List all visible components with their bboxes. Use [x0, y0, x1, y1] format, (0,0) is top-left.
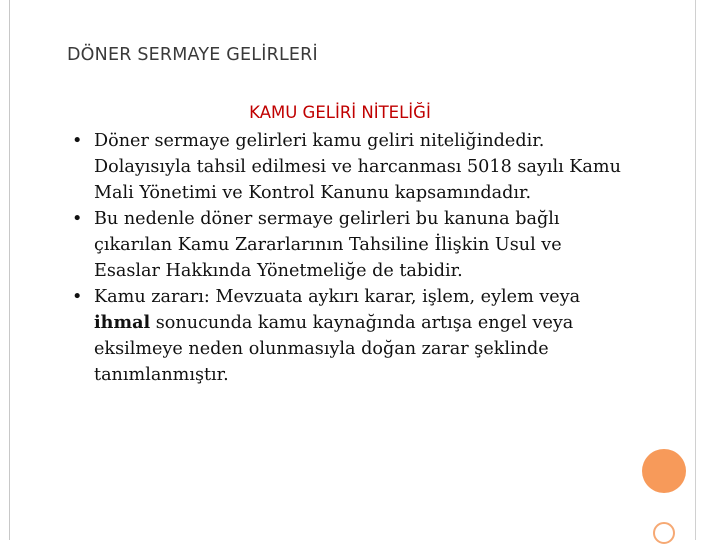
decorative-ring-icon [653, 522, 675, 544]
slide-right-margin [696, 0, 720, 540]
section-heading [0, 103, 720, 122]
slide-frame-left-line [9, 0, 10, 540]
bullet-item [72, 284, 632, 388]
bullet-item [72, 206, 632, 284]
bullet-icon: • [72, 287, 83, 307]
bullet-text-part: sonucunda kamu kaynağında artışa engel veya eksilmeye neden olunmasıyla doğan zarar şeklinde tanımlanmıştır. [94, 313, 574, 385]
bullet-list [72, 128, 632, 388]
bullet-item [72, 128, 632, 206]
bullet-text: Döner sermaye gelirleri kamu geliri niteliğindedir. Dolayısıyla tahsil edilmesi ve harcanması 5018 sayılı Kamu Mali Yönetimi ve Kontrol Kanunu kapsamındadır. [94, 131, 621, 203]
section-heading-text: KAMU GELİRİ NİTELİĞİ [249, 103, 431, 122]
bullet-text-bold: ihmal [94, 312, 151, 333]
slide-title: DÖNER SERMAYE GELİRLERİ [67, 45, 318, 65]
bullet-text-part: Kamu zararı: Mevzuata aykırı karar, işlem, eylem veya [94, 287, 581, 307]
bullet-icon: • [72, 209, 83, 229]
decorative-circle-icon [642, 449, 686, 493]
bullet-icon: • [72, 131, 83, 151]
bullet-text: Bu nedenle döner sermaye gelirleri bu kanuna bağlı çıkarılan Kamu Zararlarının Tahsiline İlişkin Usul ve Esaslar Hakkında Yönetmeliğe de tabidir. [94, 209, 562, 281]
